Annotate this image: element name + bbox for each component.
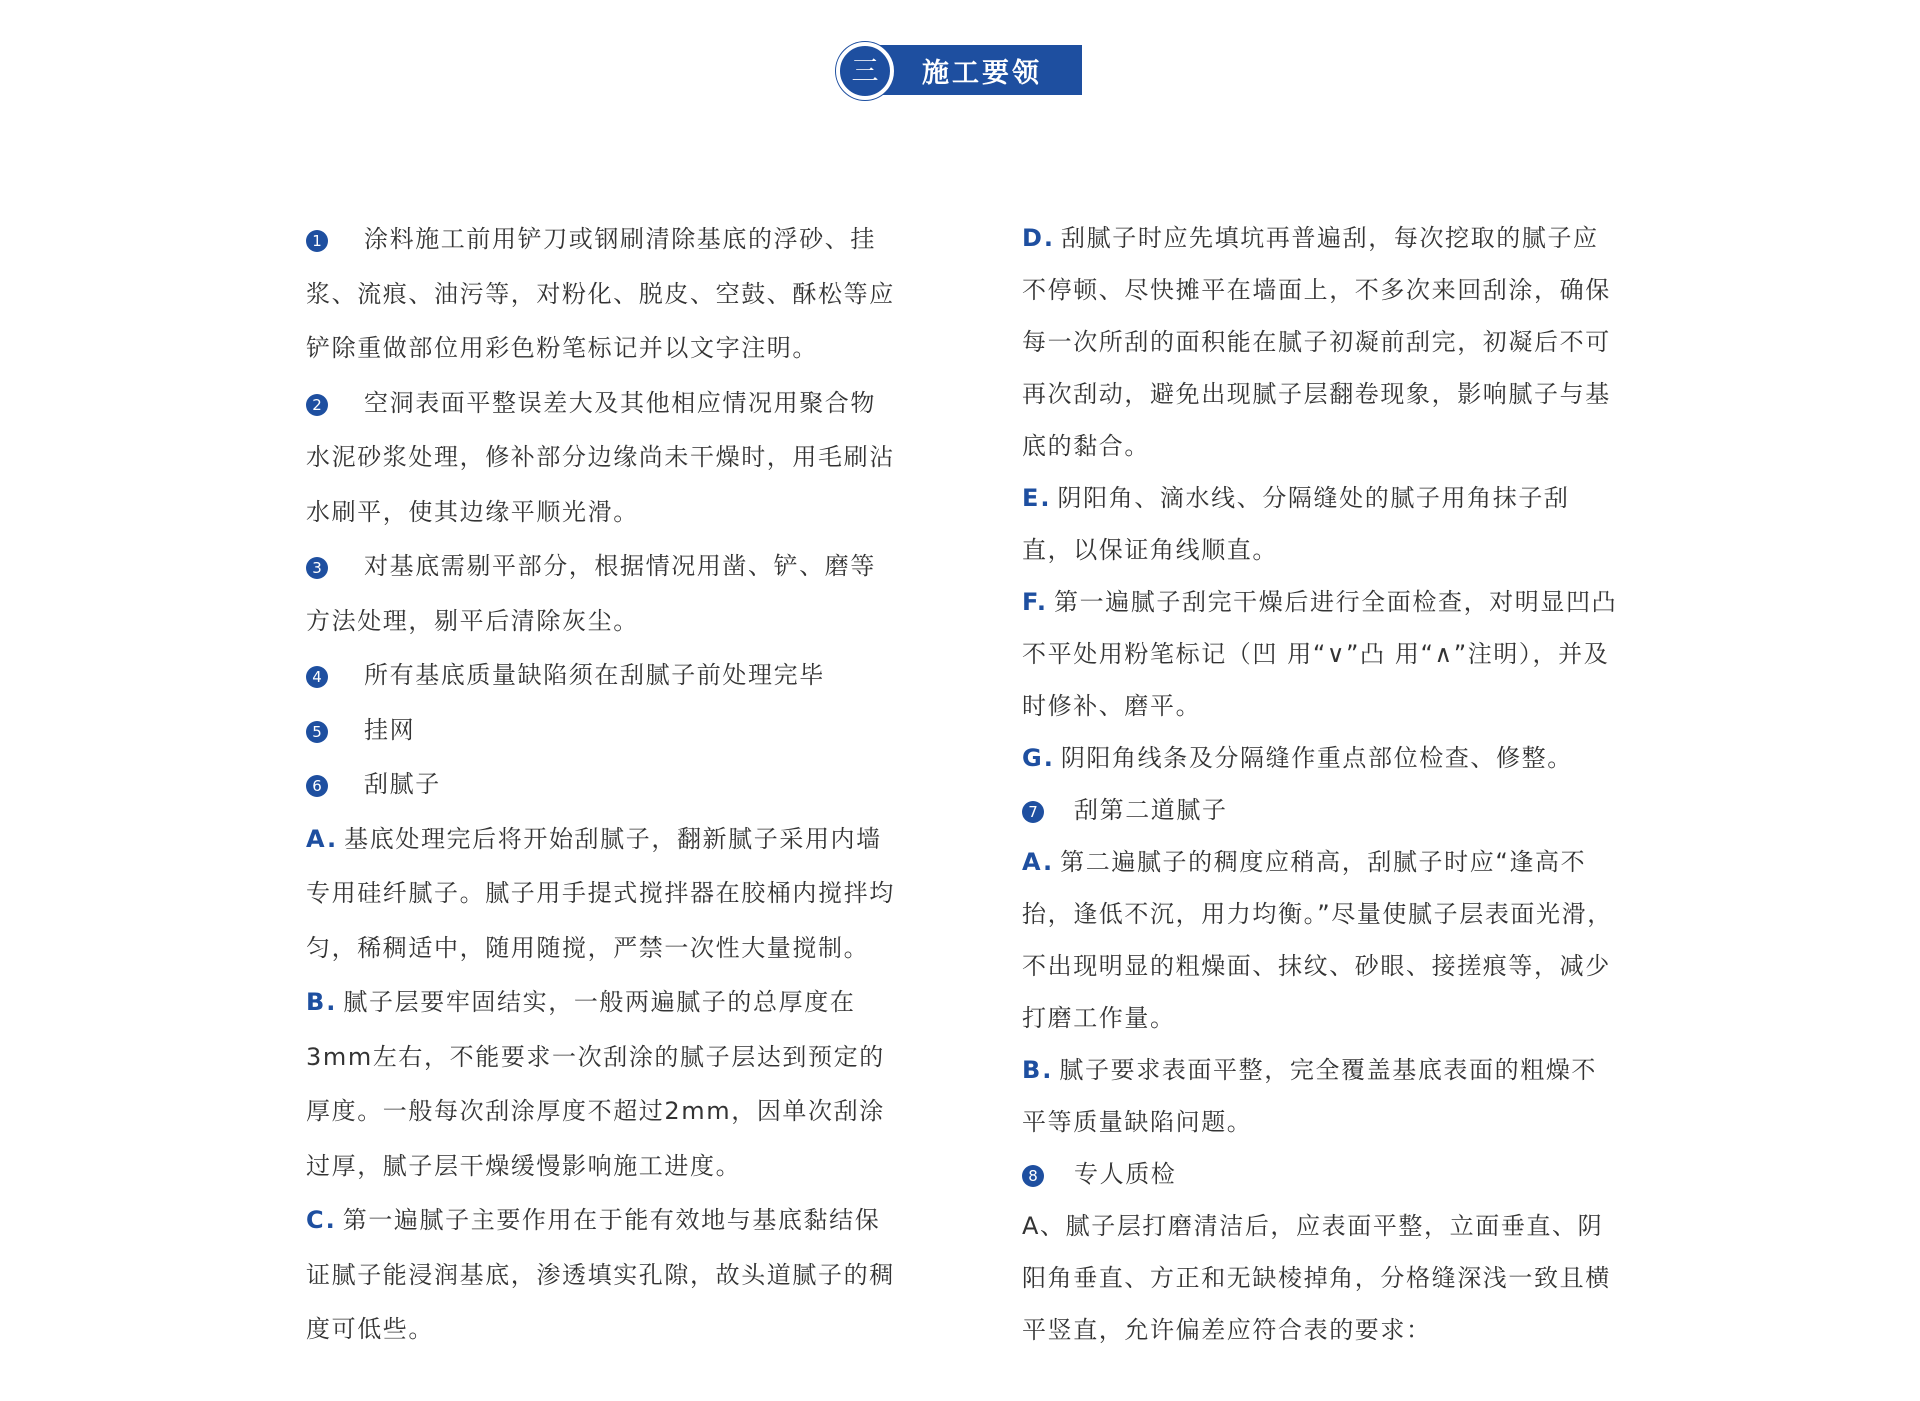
step-text: 挂网 (364, 715, 416, 744)
step-number-badge: 3 (306, 557, 328, 579)
substep-text: 腻子层要牢固结实，一般两遍腻子的总厚度在3mm左右，不能要求一次刮涂的腻子层达到预定的厚度。一般每次刮涂厚度不超过2mm，因单次刮涂过厚，腻子层干燥缓慢影响施工进度。 (306, 988, 885, 1180)
section-header (836, 42, 1082, 100)
substep-text: 阴阳角线条及分隔缝作重点部位检查、修整。 (1060, 744, 1573, 772)
substep-letter: E. (1022, 484, 1052, 512)
step-number-badge: 6 (306, 775, 328, 797)
step-2 (306, 376, 896, 540)
section-number: 三 (851, 55, 879, 87)
step-text: 对基底需剔平部分，根据情况用凿、铲、磨等方法处理，剔平后清除灰尘。 (306, 552, 876, 635)
step-7 (1022, 784, 1618, 836)
substep-text: 阴阳角、滴水线、分隔缝处的腻子用角抹子刮直，以保证角线顺直。 (1022, 484, 1570, 564)
step-number-badge: 2 (306, 394, 328, 416)
substep-7a (1022, 836, 1618, 1044)
step-6 (306, 757, 896, 812)
step-text: 刮腻子 (364, 770, 441, 798)
step-1 (306, 212, 896, 376)
substep-text: 腻子要求表面平整，完全覆盖基底表面的粗燥不平等质量缺陷问题。 (1022, 1056, 1598, 1136)
substep-6f (1022, 576, 1618, 732)
step-4 (306, 648, 896, 703)
step-5 (306, 703, 896, 758)
step-number-badge: 1 (306, 230, 328, 252)
substep-letter: A. (306, 824, 339, 853)
substep-6a (306, 812, 896, 976)
substep-7b (1022, 1044, 1618, 1148)
step-text: 所有基底质量缺陷须在刮腻子前处理完毕 (364, 661, 825, 689)
section-number-badge (836, 42, 894, 100)
section-title-bar (872, 45, 1082, 95)
step-number-badge: 7 (1022, 801, 1044, 823)
right-column (1022, 212, 1618, 1356)
step-text: 刮第二道腻子 (1074, 796, 1228, 824)
substep-6e (1022, 472, 1618, 576)
substep-6b (306, 975, 896, 1193)
substep-letter: B. (1022, 1056, 1054, 1084)
section-title: 施工要领 (922, 57, 1042, 89)
substep-letter: G. (1022, 744, 1055, 772)
step-text: 涂料施工前用铲刀或钢刷清除基底的浮砂、挂浆、流痕、油污等，对粉化、脱皮、空鼓、酥松等应铲除重做部位用彩色粉笔标记并以文字注明。 (306, 225, 895, 362)
left-column (306, 212, 896, 1357)
substep-text: A、腻子层打磨清洁后，应表面平整，立面垂直、阴阳角垂直、方正和无缺棱掉角，分格缝深浅一致且横平竖直，允许偏差应符合表的要求： (1022, 1212, 1611, 1344)
step-text: 专人质检 (1074, 1160, 1177, 1188)
step-8 (1022, 1148, 1618, 1200)
step-text: 空洞表面平整误差大及其他相应情况用聚合物水泥砂浆处理，修补部分边缘尚未干燥时，用毛刷沾水刷平，使其边缘平顺光滑。 (306, 388, 895, 526)
step-number-badge: 8 (1022, 1165, 1044, 1187)
substep-text: 基底处理完后将开始刮腻子，翻新腻子采用内墙专用硅纤腻子。腻子用手提式搅拌器在胶桶内搅拌均匀，稀稠适中，随用随搅，严禁一次性大量搅制。 (306, 824, 895, 962)
substep-letter: A. (1022, 848, 1055, 876)
substep-letter: C. (306, 1206, 337, 1234)
substep-letter: D. (1022, 224, 1056, 252)
substep-8a (1022, 1200, 1618, 1356)
substep-text: 刮腻子时应先填坑再普遍刮，每次挖取的腻子应不停顿、尽快摊平在墙面上，不多次来回刮涂，确保每一次所刮的面积能在腻子初凝前刮完，初凝后不可再次刮动，避免出现腻子层翻卷现象，影响腻子与基底的黏合。 (1022, 224, 1611, 460)
substep-6c (306, 1193, 896, 1357)
substep-6g (1022, 732, 1618, 784)
step-number-badge: 4 (306, 666, 328, 688)
substep-text: 第一遍腻子主要作用在于能有效地与基底黏结保证腻子能浸润基底，渗透填实孔隙，故头道腻子的稠度可低些。 (306, 1206, 895, 1343)
step-number-badge: 5 (306, 721, 328, 743)
substep-text: 第二遍腻子的稠度应稍高，刮腻子时应“逢高不抬，逢低不沉，用力均衡。”尽量使腻子层表面光滑，不出现明显的粗燥面、抹纹、砂眼、接搓痕等，减少打磨工作量。 (1022, 848, 1613, 1032)
substep-letter: F. (1022, 588, 1048, 616)
substep-text: 第一遍腻子刮完干燥后进行全面检查，对明显凹凸不平处用粉笔标记（凹 用“∨”凸 用“∧”注明），并及时修补、磨平。 (1022, 588, 1618, 720)
step-3 (306, 539, 896, 648)
substep-6d (1022, 212, 1618, 472)
substep-letter: B. (306, 988, 338, 1016)
